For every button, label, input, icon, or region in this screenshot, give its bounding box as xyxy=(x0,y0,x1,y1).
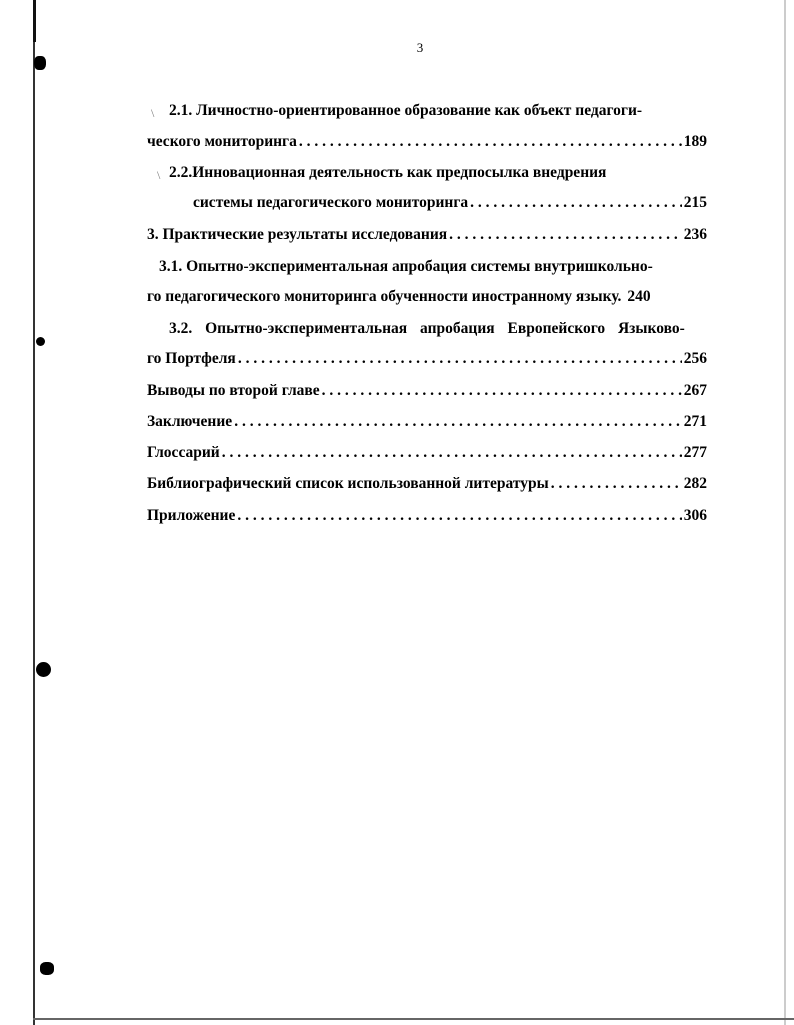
leader-dots xyxy=(470,192,682,214)
leader-dots xyxy=(237,505,681,527)
scan-edge-right xyxy=(784,0,786,1025)
toc-entry-label: 3. Практические результаты исследования xyxy=(147,226,448,243)
toc-entry-glossary[interactable] xyxy=(147,442,707,464)
toc-entry-label: ческого мониторинга xyxy=(147,133,297,150)
punch-hole-mark xyxy=(34,56,46,70)
leader-dots xyxy=(449,224,682,246)
leader-dots xyxy=(551,473,682,495)
leader-dots xyxy=(322,380,682,402)
toc-entry-label: Заключение xyxy=(147,413,233,430)
toc-entry-label: го педагогического мониторинга обученности иностранному языку. xyxy=(147,288,622,305)
toc-entry-3-1[interactable] xyxy=(147,286,707,308)
toc-entry-conclusions[interactable] xyxy=(147,380,707,402)
toc-entry-2-2-line1: 2.2.Инновационная деятельность как предпосылка внедрения xyxy=(169,164,607,181)
toc-entry-3-1-line1: 3.1. Опытно-экспериментальная апробация системы внутришкольно- xyxy=(159,258,653,275)
toc-entry-label: системы педагогического мониторинга xyxy=(193,194,469,211)
toc-entry-3-2[interactable] xyxy=(147,348,707,370)
toc-entry-bibliography[interactable] xyxy=(147,473,707,495)
toc-page-number: 267 xyxy=(683,382,707,399)
toc-page-number: 271 xyxy=(683,413,707,430)
toc-entry-2-2[interactable] xyxy=(193,192,707,214)
toc-page-number: 236 xyxy=(683,226,707,243)
toc-page-number: 256 xyxy=(683,350,707,367)
leader-dots xyxy=(299,131,682,153)
toc-entry-3[interactable] xyxy=(147,224,707,246)
toc-entry-label: Выводы по второй главе xyxy=(147,382,320,399)
toc-page-number: 306 xyxy=(683,507,707,524)
scan-edge-mark xyxy=(33,0,36,42)
toc-page-number: 215 xyxy=(683,194,707,211)
leader-dots xyxy=(238,348,682,370)
toc-entry-label: Глоссарий xyxy=(147,444,220,461)
punch-hole-mark xyxy=(40,962,54,975)
toc-entry-appendix[interactable] xyxy=(147,505,707,527)
toc-page-number: 282 xyxy=(683,475,707,492)
leader-dots xyxy=(222,442,682,464)
toc-entry-label: Библиографический список использованной литературы xyxy=(147,475,549,492)
scan-tick-mark: \ xyxy=(151,106,155,120)
scan-edge-left xyxy=(33,0,35,1025)
page-number: 3 xyxy=(416,40,424,55)
scan-edge-bottom xyxy=(33,1018,794,1020)
toc-entry-3-2-line1: 3.2. Опытно-экспериментальная апробация Европейского Языково- xyxy=(169,320,685,337)
toc-entry-2-1-line1: 2.1. Личностно-ориентированное образование как объект педагоги- xyxy=(169,102,643,119)
toc-entry-label: го Портфеля xyxy=(147,350,236,367)
toc-page-number: 189 xyxy=(683,133,707,150)
scan-tick-mark: \ xyxy=(157,168,161,182)
toc-entry-conclusion[interactable] xyxy=(147,411,707,433)
toc-page-number: 240 xyxy=(627,288,651,305)
leader-dots xyxy=(234,411,682,433)
punch-hole-mark xyxy=(36,337,45,346)
toc-entry-label: Приложение xyxy=(147,507,236,524)
punch-hole-mark xyxy=(36,662,51,677)
toc-entry-2-1[interactable] xyxy=(147,131,707,153)
toc-page-number: 277 xyxy=(683,444,707,461)
